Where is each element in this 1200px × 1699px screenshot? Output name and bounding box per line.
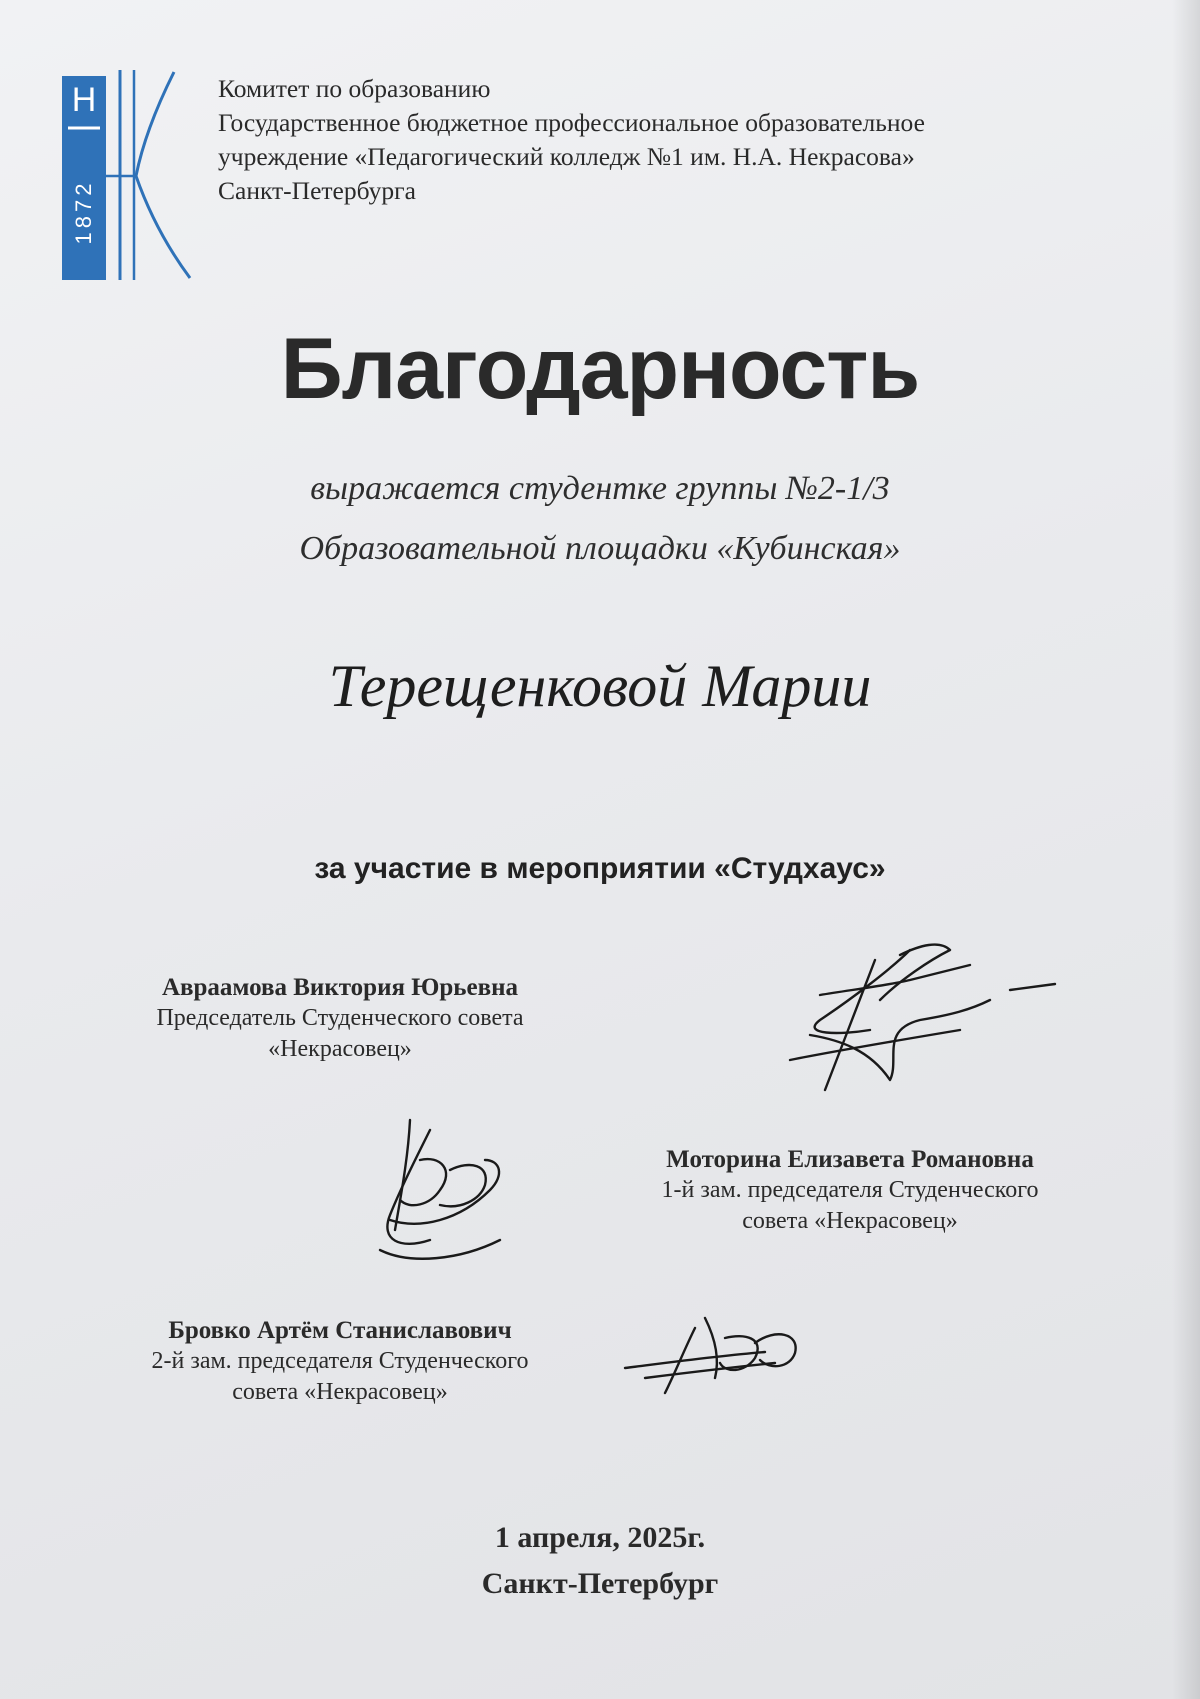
signatory-2-role-cont: совета «Некрасовец» [742,1208,958,1234]
college-logo [62,66,197,284]
logo-k-mark [62,66,197,284]
recipient-name: Терещенковой Марии [328,653,872,719]
signatory-3-role-cont: совета «Некрасовец» [232,1379,448,1405]
header-line-2: Государственное бюджетное профессиональное образовательное [218,108,925,137]
signatory-3-role: 2-й зам. председателя Студенческого [151,1348,529,1374]
signatory-2-name: Моторина Елизавета Романовна [666,1146,1034,1173]
header-line-1: Комитет по образованию [218,74,491,103]
signatory-1-role: Председатель Студенческого совета [156,1005,524,1031]
institution-header [218,72,1118,208]
signatory-3 [60,1315,620,1408]
signatory-2 [560,1144,1140,1237]
signatory-1 [60,972,620,1065]
subtitle-line-1: выражается студентке группы №2-1/3 [310,470,890,507]
signatory-1-role-cont: «Некрасовец» [268,1036,412,1062]
signatory-1-name: Авраамова Виктория Юрьевна [161,974,519,1001]
signatory-2-role: 1-й зам. председателя Студенческого [661,1177,1039,1203]
signature-1-mark [780,940,1060,1100]
certificate-title: Благодарность [280,321,920,417]
header-line-3: учреждение «Педагогический колледж №1 им. Н.А. Некрасова» [218,142,915,171]
logo-letter: Н [71,81,97,119]
issue-footer [0,1515,1200,1607]
award-reason: за участие в мероприятии «Студхаус» [314,852,886,885]
logo-year: 1872 [71,179,96,245]
issue-date: 1 апреля, 2025г. [494,1521,706,1554]
signatory-3-name: Бровко Артём Станиславович [168,1317,512,1344]
signature-3-mark [625,1318,815,1398]
signature-2-mark [370,1120,520,1270]
subtitle-line-2: Образовательной площадки «Кубинская» [299,530,901,567]
issue-city: Санкт-Петербург [481,1567,719,1600]
page-edge-shadow [1172,0,1200,1699]
header-line-4: Санкт-Петербурга [218,176,416,205]
